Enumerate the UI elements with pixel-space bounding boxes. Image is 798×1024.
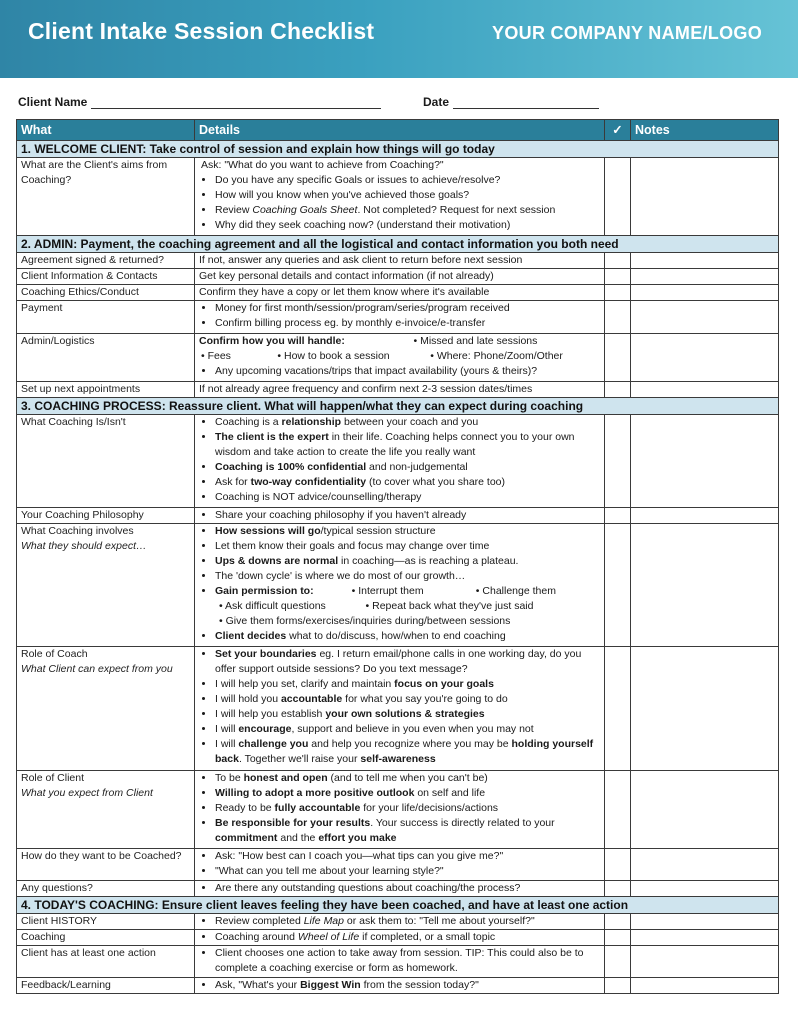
table-row (17, 849, 779, 881)
date-line[interactable] (453, 96, 599, 109)
notes-cell[interactable] (631, 285, 779, 301)
section-header: 1. WELCOME CLIENT: Take control of session and explain how things will go today (17, 141, 779, 158)
row-details: • Money for first month/session/program/series/program received • Confirm billing process eg. by monthly e-invoice/e-transfer (195, 301, 605, 334)
row-what: Admin/Logistics (17, 334, 195, 382)
notes-cell[interactable] (631, 914, 779, 930)
row-details: • Coaching is a relationship between your coach and you • The client is the expert in their life. Coaching helps connect you to your own wisdom and take action to create the life you really want • Coaching is 100% confidential and non-judgemental • Ask for two-way confidentiality (to cover what you share too) • Coaching is NOT advice/counselling/therapy (195, 415, 605, 508)
row-what: Coaching (17, 930, 195, 946)
table-row (17, 881, 779, 897)
row-what: What Coaching Is/Isn't (17, 415, 195, 508)
row-what: Your Coaching Philosophy (17, 508, 195, 524)
notes-cell[interactable] (631, 158, 779, 236)
notes-cell[interactable] (631, 415, 779, 508)
row-details: Confirm how you will handle: • Missed and late sessions • Fees • How to book a session • Where: Phone/Zoom/Other • Any upcoming vacations/trips that impact availability (yours & theirs)? (195, 334, 605, 382)
company-logo-placeholder: YOUR COMPANY NAME/LOGO (492, 23, 762, 43)
check-cell[interactable] (605, 415, 631, 508)
row-what: Role of Client What you expect from Client (17, 771, 195, 849)
table-row (17, 334, 779, 382)
notes-cell[interactable] (631, 978, 779, 994)
row-details: • Set your boundaries eg. I return email/phone calls in one working day, do you offer support outside sessions? Do you text message? • I will help you set, clarify and maintain focus on your goals • I will hold you accountable for what you say you're going to do • I will help you establish your own solutions & strategies • I will encourage, support and believe in you even when you may not • I will challenge you and help you recognize where you may be holding yourself back. Together we'll raise your self-awareness (195, 647, 605, 771)
notes-cell[interactable] (631, 508, 779, 524)
table-header-row (17, 120, 779, 141)
row-details: If not already agree frequency and confirm next 2-3 session dates/times (195, 382, 605, 398)
check-cell[interactable] (605, 382, 631, 398)
notes-cell[interactable] (631, 524, 779, 647)
row-what: Client has at least one action (17, 946, 195, 978)
row-details: Ask: "What do you want to achieve from Coaching?" • Do you have any specific Goals or issues to achieve/resolve? • How will you know when you've achieved those goals? • Review Coaching Goals Sheet. Not completed? Request for next session • Why did they seek coaching now? (understand their motivation) (195, 158, 605, 236)
row-details: • Client chooses one action to take away from session. TIP: This could also be to complete a coaching exercise or form as homework. (195, 946, 605, 978)
table-row (17, 253, 779, 269)
notes-cell[interactable] (631, 382, 779, 398)
col-details: Details (195, 120, 605, 141)
check-cell[interactable] (605, 881, 631, 897)
row-what: Payment (17, 301, 195, 334)
check-cell[interactable] (605, 301, 631, 334)
table-row (17, 978, 779, 994)
row-what: Role of Coach What Client can expect from you (17, 647, 195, 771)
notes-cell[interactable] (631, 930, 779, 946)
check-cell[interactable] (605, 849, 631, 881)
table-row (17, 771, 779, 849)
table-row (17, 930, 779, 946)
table-row (17, 508, 779, 524)
notes-cell[interactable] (631, 849, 779, 881)
row-details: • Are there any outstanding questions about coaching/the process? (195, 881, 605, 897)
table-row (17, 285, 779, 301)
check-cell[interactable] (605, 158, 631, 236)
col-what: What (17, 120, 195, 141)
col-check: ✓ (605, 120, 631, 141)
section-header: 2. ADMIN: Payment, the coaching agreement and all the logistical and contact information you both need (17, 236, 779, 253)
check-cell[interactable] (605, 771, 631, 849)
section-header: 4. TODAY'S COACHING: Ensure client leaves feeling they have been coached, and have at least one action (17, 897, 779, 914)
date-field[interactable]: Date (423, 95, 599, 109)
table-row (17, 382, 779, 398)
row-details: • Coaching around Wheel of Life if completed, or a small topic (195, 930, 605, 946)
row-what: What Coaching involves What they should expect… (17, 524, 195, 647)
check-cell[interactable] (605, 914, 631, 930)
row-what: Coaching Ethics/Conduct (17, 285, 195, 301)
notes-cell[interactable] (631, 253, 779, 269)
notes-cell[interactable] (631, 301, 779, 334)
check-cell[interactable] (605, 978, 631, 994)
check-cell[interactable] (605, 647, 631, 771)
row-details: • Ask: "How best can I coach you—what tips can you give me?" • "What can you tell me about your learning style?" (195, 849, 605, 881)
section-header: 3. COACHING PROCESS: Reassure client. What will happen/what they can expect during coaching (17, 398, 779, 415)
row-what: What are the Client's aims from Coaching? (17, 158, 195, 236)
row-details: • Share your coaching philosophy if you haven't already (195, 508, 605, 524)
row-what: Client HISTORY (17, 914, 195, 930)
check-cell[interactable] (605, 269, 631, 285)
check-cell[interactable] (605, 508, 631, 524)
client-name-line[interactable] (91, 96, 381, 109)
header-banner (0, 0, 798, 78)
table-row (17, 524, 779, 647)
row-what: Any questions? (17, 881, 195, 897)
table-row (17, 914, 779, 930)
table-row (17, 946, 779, 978)
row-what: How do they want to be Coached? (17, 849, 195, 881)
row-details: If not, answer any queries and ask client to return before next session (195, 253, 605, 269)
col-notes: Notes (631, 120, 779, 141)
row-details: • To be honest and open (and to tell me when you can't be) • Willing to adopt a more positive outlook on self and life • Ready to be fully accountable for your life/decisions/actions • Be responsible for your results. Your success is directly related to your commitment and the effort you make (195, 771, 605, 849)
row-details: Get key personal details and contact information (if not already) (195, 269, 605, 285)
table-row (17, 415, 779, 508)
table-row (17, 647, 779, 771)
table-row (17, 269, 779, 285)
notes-cell[interactable] (631, 946, 779, 978)
check-cell[interactable] (605, 334, 631, 382)
notes-cell[interactable] (631, 269, 779, 285)
check-cell[interactable] (605, 524, 631, 647)
client-name-field[interactable]: Client Name (18, 95, 381, 109)
table-row (17, 158, 779, 236)
page-title: Client Intake Session Checklist (28, 18, 375, 44)
checklist-table (16, 119, 779, 994)
check-cell[interactable] (605, 285, 631, 301)
row-what: Client Information & Contacts (17, 269, 195, 285)
check-cell[interactable] (605, 253, 631, 269)
row-details: • How sessions will go/typical session structure • Let them know their goals and focus may change over time • Ups & downs are normal in coaching—as is reaching a plateau. • The 'down cycle' is where we do most of our growth… • Gain permission to: • Interrupt them • Challenge them • Ask difficult questions • Repeat back what they've just said • Give them forms/exercises/inquiries during/between sessions • Client decides what to do/discuss, how/when to end coaching (195, 524, 605, 647)
row-details: • Review completed Life Map or ask them to: "Tell me about yourself?" (195, 914, 605, 930)
notes-cell[interactable] (631, 334, 779, 382)
row-details: • Ask, "What's your Biggest Win from the session today?" (195, 978, 605, 994)
row-what: Set up next appointments (17, 382, 195, 398)
check-cell[interactable] (605, 946, 631, 978)
table-row (17, 301, 779, 334)
check-cell[interactable] (605, 930, 631, 946)
notes-cell[interactable] (631, 771, 779, 849)
notes-cell[interactable] (631, 647, 779, 771)
row-what: Feedback/Learning (17, 978, 195, 994)
notes-cell[interactable] (631, 881, 779, 897)
row-what: Agreement signed & returned? (17, 253, 195, 269)
row-details: Confirm they have a copy or let them know where it's available (195, 285, 605, 301)
